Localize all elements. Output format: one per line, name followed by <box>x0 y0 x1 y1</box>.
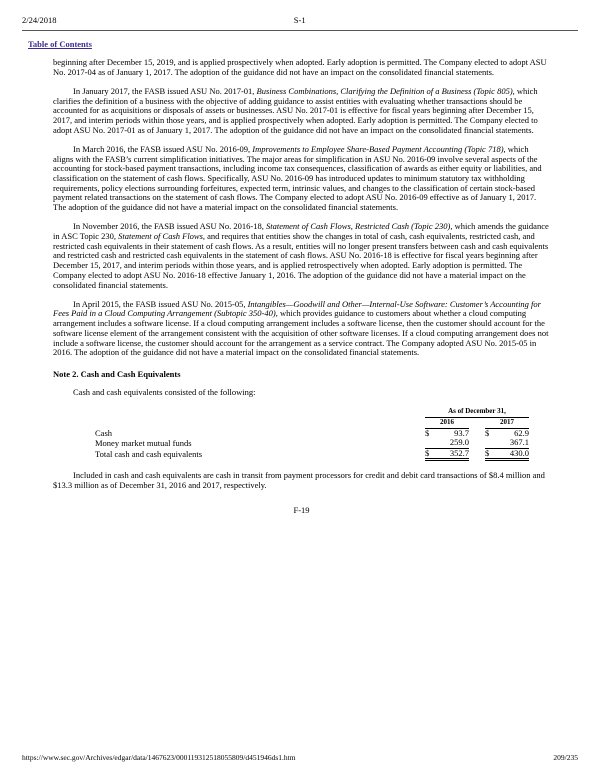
row-label: Cash <box>95 427 112 438</box>
table-date-header-row <box>95 407 529 418</box>
value-2016: 93.7 <box>454 427 469 438</box>
note-heading: Note 2. Cash and Cash Equivalents <box>53 368 181 379</box>
currency-symbol: $ <box>485 448 493 460</box>
table-row-total <box>95 448 529 460</box>
row-label: Total cash and cash equivalents <box>95 449 203 460</box>
currency-symbol: $ <box>425 427 430 438</box>
currency-symbol <box>425 438 433 448</box>
currency-symbol: $ <box>425 448 433 460</box>
row-label: Money market mutual funds <box>95 437 192 448</box>
column-header-2016: 2016 <box>425 418 469 429</box>
table-intro: Cash and cash equivalents consisted of the following: <box>73 386 256 397</box>
table-of-contents-link[interactable]: Table of Contents <box>28 39 92 49</box>
table-row-money-market <box>95 438 529 448</box>
paragraph: In March 2016, the FASB issued ASU No. 2016-09, Improvements to Employee Share-Based Payment Accounting (Topic 718), which aligns with the FASB’s current simplification initiatives. The major areas for simplification in ASU No. 2016-09 involve several aspects of the accounting for stock-based payment transactions, including income tax consequences, classification of awards as either equity or liabilities, and classification on the statement of cash flows. Specifically, ASU No. 2016-09 has introduced updates to minimum statutory tax withholding requirements, policy elections surrounding forfeitures, expected term, intrinsic values, and changes to the classification of certain stock-based payment related transactions on the statement of cash flows. The Company elected to adopt ASU No. 2016-09 effective as of January 1, 2017. The adoption of the guidance did not have a material impact on the consolidated financial statements. <box>53 143 542 213</box>
print-footer <box>22 753 578 762</box>
footer-url: https://www.sec.gov/Archives/edgar/data/1467623/000119312518055809/d451946ds1.htm <box>22 753 296 762</box>
header-doc-type: S-1 <box>293 15 306 25</box>
currency-symbol: $ <box>485 427 490 438</box>
paragraph: In January 2017, the FASB issued ASU No. 2017-01, Business Combinations, Clarifying the Definition of a Business (Topic 805), which clarifies the definition of a business with the objective of adding guidance to assist entities with evaluating whether transactions should be accounted for as acquisitions or disposals of assets or businesses. ASU No. 2017-01 is effective for fiscal years beginning after December 15, 2017, and interim periods within those years, and is applied prospectively when adopted. Early adoption is permitted. The Company elected to adopt ASU No. 2017-01 as of January 1, 2017. The adoption of the guidance did not have an impact on the consolidated financial statements. <box>53 85 538 135</box>
header-date: 2/24/2018 <box>22 15 57 25</box>
paragraphs-container <box>53 58 550 358</box>
footer-page-indicator: 209/235 <box>553 753 578 762</box>
cash-equivalents-table <box>95 407 550 462</box>
header-divider <box>22 30 578 31</box>
table-date-header: As of December 31, <box>425 407 529 418</box>
document-page-number: F-19 <box>293 504 310 515</box>
paragraph: beginning after December 15, 2019, and is applied prospectively when adopted. Early adoption is permitted. The Company elected to adopt ASU No. 2017-04 as of January 1, 2017. The adoption of the guidance did not have an impact on the consolidated financial statements. <box>53 57 547 77</box>
value-2016: 352.7 <box>433 448 469 460</box>
closing-paragraph: Included in cash and cash equivalents are cash in transit from payment processors for credit and debit card transactions of $8.4 million and $13.3 million as of December 31, 2016 and 2017, respectively. <box>53 470 545 491</box>
paragraph: In April 2015, the FASB issued ASU No. 2015-05, Intangibles—Goodwill and Other—Internal-Use Software: Customer’s Accounting for Fees Paid in a Cloud Computing Arrangement (Subtopic 350-40), which provides guidance to customers about whether a cloud computing arrangement includes a software license. If a cloud computing arrangement includes a software license, then the customer should account for the software license element of the arrangement consistent with the acquisition of other software licenses. If a cloud computing arrangement does not include a software license, the customer should account for the arrangement as a service contract. The Company adopted ASU No. 2015-05 in 2016. The adoption of the guidance did not have a material impact on the consolidated financial statements. <box>53 298 549 358</box>
document-body <box>53 58 550 516</box>
value-2017: 430.0 <box>493 448 529 460</box>
table-year-header-row <box>95 418 529 429</box>
value-2017: 62.9 <box>514 427 529 438</box>
column-header-2017: 2017 <box>485 418 529 429</box>
paragraph: In November 2016, the FASB issued ASU No. 2016-18, Statement of Cash Flows, Restricted Cash (Topic 230), which amends the guidance in ASC Topic 230, Statement of Cash Flows, and requires that entities show the changes in total of cash, cash equivalents, restricted cash, and restricted cash equivalents in their statement of cash flows. As a result, entities will no longer present transfers between cash and cash equivalents and restricted cash and restricted cash equivalents in the statement of cash flows. ASU No. 2016-18 is effective for fiscal years beginning after December 15, 2017, and interim periods within those years, and is applied retrospectively when adopted. Early adoption is permitted. The Company elected to adopt ASU No. 2016-18 effective January 1, 2016. The adoption of the guidance did not have a material impact on the consolidated financial statements. <box>53 221 549 290</box>
value-2016: 259.0 <box>433 438 469 448</box>
print-header <box>22 15 578 25</box>
value-2017: 367.1 <box>493 438 529 448</box>
currency-symbol <box>485 438 493 448</box>
